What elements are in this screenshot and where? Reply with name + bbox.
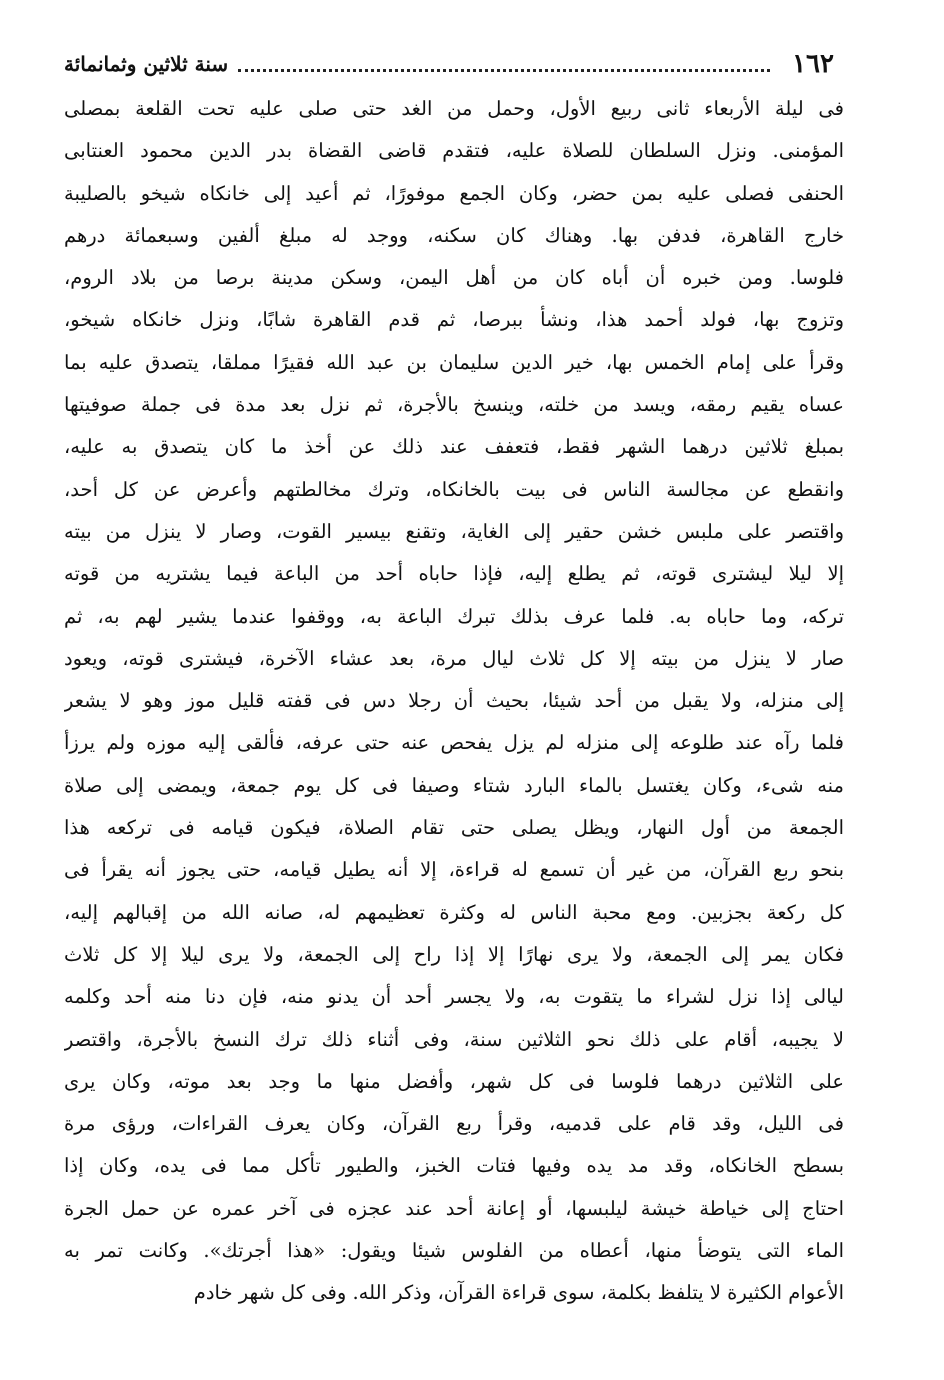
text-line: الماء التى يتوضأ منها، أعطاه من الفلوس شيئا ويقول: «هذا أجرتك». وكانت تمر به (64, 1239, 844, 1263)
text-line: بسطح الخانكاه، وقد مد يده وفيها فتات الخبز، والطيور تأكل مما فى يده، وكان إذا (64, 1154, 844, 1178)
text-line: الحنفى فصلى عليه بمن حضر، وكان الجمع موفورًا، ثم أعيد إلى خانكاه شيخو بالصليبة (64, 181, 844, 205)
text-line: الجمعة من أول النهار، ويظل يصلى حتى تقام الصلاة، فيكون قيامه فى تركعه هذا (64, 816, 844, 840)
text-line: ليالى إذا نزل لشراء ما يتقوت به، ولا يجسر أحد أن يدنو منه، فإن دنا منه أحد وكلمه (64, 985, 844, 1009)
text-line: تركه، وما حاباه به. فلما عرف بذلك تبرك الباعة به، ووقفوا عندما يشير لهم به، ثم (64, 604, 844, 628)
text-line: إلى منزله، ولا يقبل من أحد شيئا، بحيث أن رجلا دس فى قفته قليل موز وهو لا يشعر (64, 689, 844, 713)
page-number: ١٦٢ (792, 49, 834, 79)
text-line: الأعوام الكثيرة لا يتلفظ بكلمة، سوى قراءة القرآن، وذكر الله. وفى كل شهر خادم (193, 1281, 844, 1305)
text-line: صار لا ينزل من بيته إلا كل ثلاث ليال مرة، بعد عشاء الآخرة، فيشترى قوته، ويعود (64, 646, 844, 670)
text-line: لا يجيبه، أقام على ذلك نحو الثلاثين سنة، وفى أثناء ذلك ترك النسخ بالأجرة، واقتصر (64, 1027, 844, 1051)
text-line: كل ركعة بجزبين. ومع محبة الناس له وكثرة تعظيمهم له، صانه الله من إقبالهم إليه، (64, 900, 844, 924)
text-line: فلوسا. ومن خبره أن أباه كان من أهل اليمن، وسكن مدينة برصا من بلاد الروم، (64, 266, 844, 290)
dotted-leader (238, 69, 770, 72)
text-line: وتزوج بها، فولد أحمد هذا، ونشأ ببرصا، ثم قدم القاهرة شابًا، ونزل خانكاه شيخو، (64, 308, 844, 332)
text-line: فى ليلة الأربعاء ثانى ربيع الأول، وحمل من الغد حتى صلى عليه تحت القلعة بمصلى (64, 97, 844, 120)
text-line: على الثلاثين درهما فلوسا فى كل شهر، وأفضل منها ما وجد بعد موته، وكان يرى (64, 1069, 844, 1093)
text-line: بنحو ربع القرآن، من غير أن تسمع له قراءة، إلا أنه يطيل قيامه، حتى يجوز أنه يقرأ فى (64, 858, 844, 882)
text-line: المؤمنى. ونزل السلطان للصلاة عليه، فتقدم قاضى القضاة بدر الدين محمود العنتابى (64, 139, 844, 163)
text-line: فى الليل، وقد قام على قدميه، وقرأ ربع القرآن، وكان يعرف القراءات، ورؤى مرة (64, 1112, 844, 1136)
text-line: بمبلغ ثلاثين درهما الشهر فقط، فتعفف عند ذلك عن أخذ ما كان يتصدق به عليه، (64, 435, 844, 459)
text-line: فلما رآه عند طلوعه إلى منزله لم يزل يفحص عنه حتى عرفه، فألقى إليه موزه ولم يرزأ (64, 731, 844, 755)
running-title: سنة ثلاثين وثمانمائة (64, 52, 229, 76)
text-line: احتاج إلى خياطة خيشة ليلبسها، أو إعانة أحد عند عجزه فى آخر عمره عن حمل الجرة (64, 1196, 844, 1220)
text-line: عساه يقيم رمقه، ويسد من خلته، وينسخ بالأجرة، ثم نزل بعد مدة فى جملة صوفيتها (64, 393, 844, 417)
body-text (64, 88, 844, 1315)
text-line: منه شىء، وكان يغتسل بالماء البارد شتاء وصيفا فى كل يوم جمعة، ويمضى إلى صلاة (64, 773, 844, 797)
text-line: واقتصر على ملبس خشن حقير إلى الغاية، وتقنع بيسير القوت، وصار لا ينزل من بيته (64, 519, 844, 543)
page-header (64, 44, 834, 84)
text-line: خارج القاهرة، فدفن بها. وهناك كان سكنه، ووجد له مبلغ ألفين وسبعمائة درهم (64, 223, 844, 247)
text-line: إلا ليلا ليشترى قوته، ثم يطلع إليه، فإذا حاباه أحد من الباعة فيما يشتريه من قوته (64, 562, 844, 586)
text-line: وقرأ على إمام الخمس بها، خير الدين سليمان بن عبد الله فقيرًا مملقا، يتصدق عليه بما (64, 350, 844, 374)
text-line: وانقطع عن مجالسة الناس فى بيت بالخانكاه، وترك مخالطتهم وأعرض عن كل أحد، (64, 477, 844, 501)
text-line: فكان يمر إلى الجمعة، ولا يرى نهارًا إلا إذا راح إلى الجمعة، ولا يرى ليلا إلا كل ثلاث (64, 942, 844, 966)
